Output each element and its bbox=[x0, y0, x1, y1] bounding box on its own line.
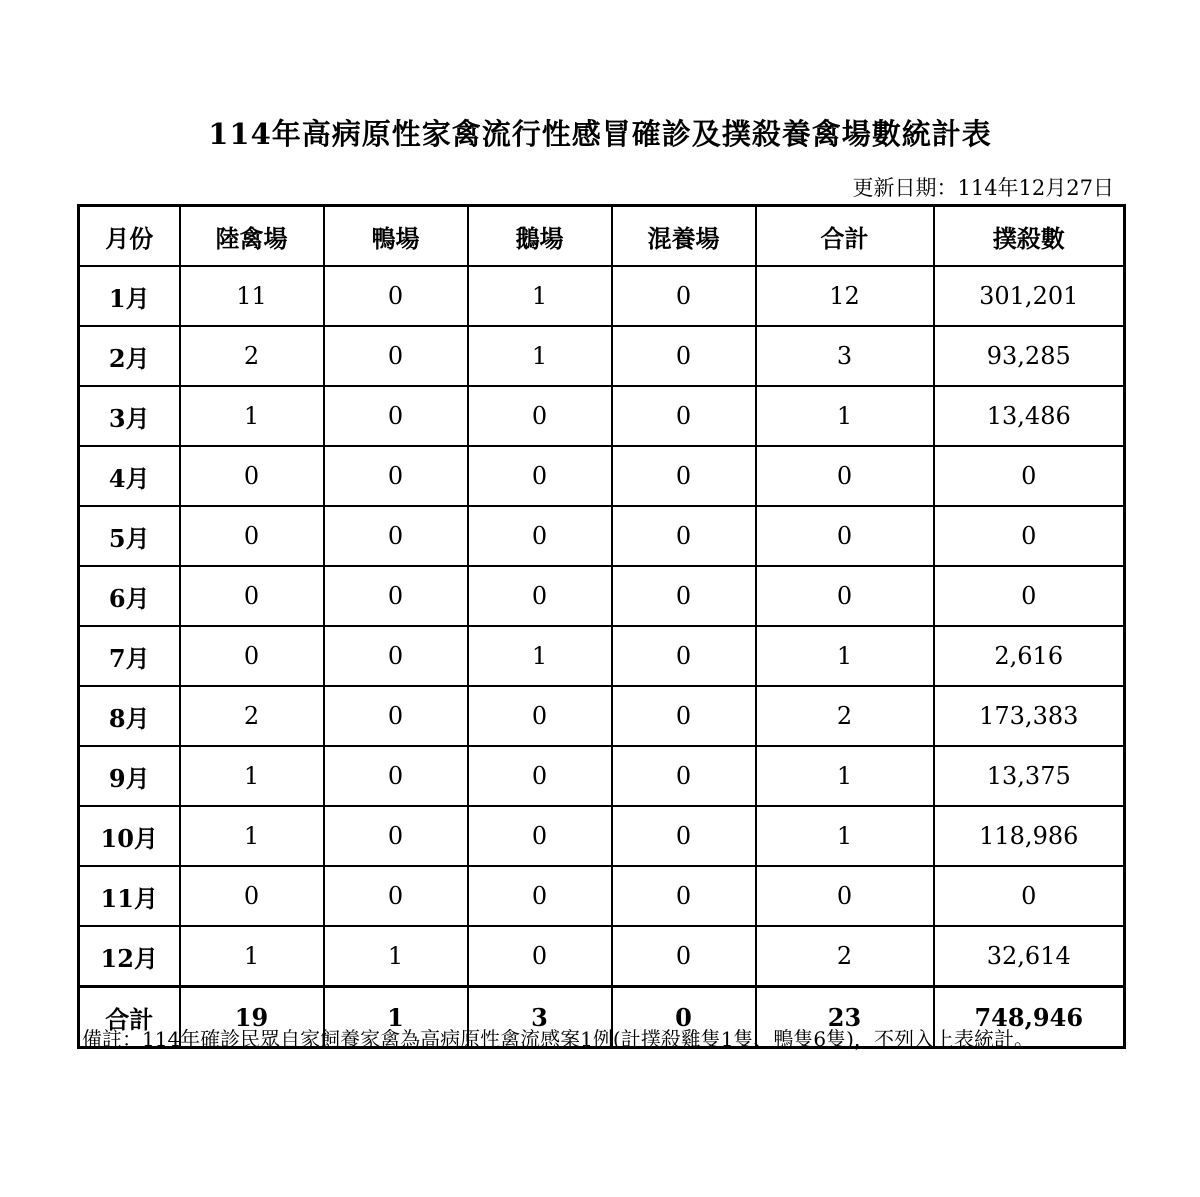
land-fowl-cell: 11 bbox=[180, 266, 324, 326]
goose-cell: 0 bbox=[468, 806, 612, 866]
mixed-cell: 0 bbox=[612, 806, 756, 866]
totals-label: 合計 bbox=[79, 987, 180, 1048]
culled-cell: 0 bbox=[934, 566, 1125, 626]
total-cell: 1 bbox=[756, 386, 934, 446]
footnote: 備註：114年確診民眾自家飼養家禽為高病原性禽流感案1例(計撲殺雞隻1隻、鴨隻6隻)，不列入上表統計。 bbox=[82, 1027, 1034, 1051]
land-fowl-cell: 2 bbox=[180, 686, 324, 746]
duck-cell: 0 bbox=[324, 806, 468, 866]
duck-cell: 1 bbox=[324, 926, 468, 987]
mixed-cell: 0 bbox=[612, 506, 756, 566]
culled-cell: 118,986 bbox=[934, 806, 1125, 866]
culled-cell: 0 bbox=[934, 866, 1125, 926]
land-fowl-cell: 0 bbox=[180, 446, 324, 506]
goose-cell: 0 bbox=[468, 746, 612, 806]
table-row bbox=[79, 386, 1125, 446]
table-row bbox=[79, 626, 1125, 686]
table-row bbox=[79, 506, 1125, 566]
duck-cell: 0 bbox=[324, 566, 468, 626]
month-cell: 8月 bbox=[79, 686, 180, 746]
month-cell: 1月 bbox=[79, 266, 180, 326]
duck-cell: 0 bbox=[324, 626, 468, 686]
land-fowl-cell: 0 bbox=[180, 506, 324, 566]
duck-cell: 0 bbox=[324, 506, 468, 566]
total-cell: 0 bbox=[756, 446, 934, 506]
mixed-cell: 0 bbox=[612, 626, 756, 686]
month-cell: 7月 bbox=[79, 626, 180, 686]
land-fowl-cell: 0 bbox=[180, 626, 324, 686]
col-header-total: 合計 bbox=[756, 206, 934, 267]
month-cell: 5月 bbox=[79, 506, 180, 566]
total-land-fowl-cell: 19 bbox=[180, 987, 324, 1048]
total-cell: 0 bbox=[756, 506, 934, 566]
land-fowl-cell: 1 bbox=[180, 386, 324, 446]
total-cell: 0 bbox=[756, 866, 934, 926]
land-fowl-cell: 0 bbox=[180, 566, 324, 626]
goose-cell: 1 bbox=[468, 326, 612, 386]
goose-cell: 0 bbox=[468, 506, 612, 566]
total-cell: 1 bbox=[756, 626, 934, 686]
month-cell: 9月 bbox=[79, 746, 180, 806]
mixed-cell: 0 bbox=[612, 386, 756, 446]
total-cell: 1 bbox=[756, 746, 934, 806]
duck-cell: 0 bbox=[324, 866, 468, 926]
goose-cell: 0 bbox=[468, 686, 612, 746]
total-cell: 0 bbox=[756, 566, 934, 626]
goose-cell: 1 bbox=[468, 266, 612, 326]
table-row bbox=[79, 446, 1125, 506]
culled-cell: 2,616 bbox=[934, 626, 1125, 686]
duck-cell: 0 bbox=[324, 446, 468, 506]
month-cell: 4月 bbox=[79, 446, 180, 506]
total-cell: 2 bbox=[756, 926, 934, 987]
col-header-mixed: 混養場 bbox=[612, 206, 756, 267]
mixed-cell: 0 bbox=[612, 686, 756, 746]
mixed-cell: 0 bbox=[612, 566, 756, 626]
culled-cell: 32,614 bbox=[934, 926, 1125, 987]
month-cell: 10月 bbox=[79, 806, 180, 866]
table-body bbox=[79, 266, 1125, 1048]
total-mixed-cell: 0 bbox=[612, 987, 756, 1048]
month-cell: 2月 bbox=[79, 326, 180, 386]
duck-cell: 0 bbox=[324, 746, 468, 806]
col-header-land-fowl: 陸禽場 bbox=[180, 206, 324, 267]
land-fowl-cell: 1 bbox=[180, 926, 324, 987]
col-header-goose: 鵝場 bbox=[468, 206, 612, 267]
goose-cell: 0 bbox=[468, 566, 612, 626]
mixed-cell: 0 bbox=[612, 326, 756, 386]
goose-cell: 0 bbox=[468, 446, 612, 506]
table-row bbox=[79, 806, 1125, 866]
update-date: 更新日期：114年12月27日 bbox=[852, 176, 1114, 200]
goose-cell: 0 bbox=[468, 926, 612, 987]
total-cell: 12 bbox=[756, 266, 934, 326]
total-culled-cell: 748,946 bbox=[934, 987, 1125, 1048]
table-row bbox=[79, 746, 1125, 806]
table-row bbox=[79, 866, 1125, 926]
total-duck-cell: 1 bbox=[324, 987, 468, 1048]
goose-cell: 1 bbox=[468, 626, 612, 686]
month-cell: 12月 bbox=[79, 926, 180, 987]
culled-cell: 173,383 bbox=[934, 686, 1125, 746]
mixed-cell: 0 bbox=[612, 746, 756, 806]
duck-cell: 0 bbox=[324, 686, 468, 746]
duck-cell: 0 bbox=[324, 266, 468, 326]
goose-cell: 0 bbox=[468, 386, 612, 446]
culled-cell: 301,201 bbox=[934, 266, 1125, 326]
total-cell: 3 bbox=[756, 326, 934, 386]
land-fowl-cell: 0 bbox=[180, 866, 324, 926]
table-row bbox=[79, 266, 1125, 326]
month-cell: 3月 bbox=[79, 386, 180, 446]
col-header-duck: 鴨場 bbox=[324, 206, 468, 267]
culled-cell: 93,285 bbox=[934, 326, 1125, 386]
table-row bbox=[79, 686, 1125, 746]
goose-cell: 0 bbox=[468, 866, 612, 926]
duck-cell: 0 bbox=[324, 326, 468, 386]
culled-cell: 13,375 bbox=[934, 746, 1125, 806]
land-fowl-cell: 1 bbox=[180, 806, 324, 866]
total-cell: 1 bbox=[756, 806, 934, 866]
land-fowl-cell: 2 bbox=[180, 326, 324, 386]
total-goose-cell: 3 bbox=[468, 987, 612, 1048]
mixed-cell: 0 bbox=[612, 866, 756, 926]
land-fowl-cell: 1 bbox=[180, 746, 324, 806]
month-cell: 6月 bbox=[79, 566, 180, 626]
mixed-cell: 0 bbox=[612, 446, 756, 506]
table-row bbox=[79, 326, 1125, 386]
page-title: 114年高病原性家禽流行性感冒確診及撲殺養禽場數統計表 bbox=[208, 117, 992, 151]
header-row bbox=[79, 206, 1125, 267]
table-row bbox=[79, 926, 1125, 987]
culled-cell: 0 bbox=[934, 446, 1125, 506]
mixed-cell: 0 bbox=[612, 266, 756, 326]
total-total-cell: 23 bbox=[756, 987, 934, 1048]
total-cell: 2 bbox=[756, 686, 934, 746]
statistics-table bbox=[77, 204, 1126, 1049]
duck-cell: 0 bbox=[324, 386, 468, 446]
culled-cell: 13,486 bbox=[934, 386, 1125, 446]
table-row bbox=[79, 566, 1125, 626]
col-header-culled: 撲殺數 bbox=[934, 206, 1125, 267]
culled-cell: 0 bbox=[934, 506, 1125, 566]
month-cell: 11月 bbox=[79, 866, 180, 926]
col-header-month: 月份 bbox=[79, 206, 180, 267]
mixed-cell: 0 bbox=[612, 926, 756, 987]
